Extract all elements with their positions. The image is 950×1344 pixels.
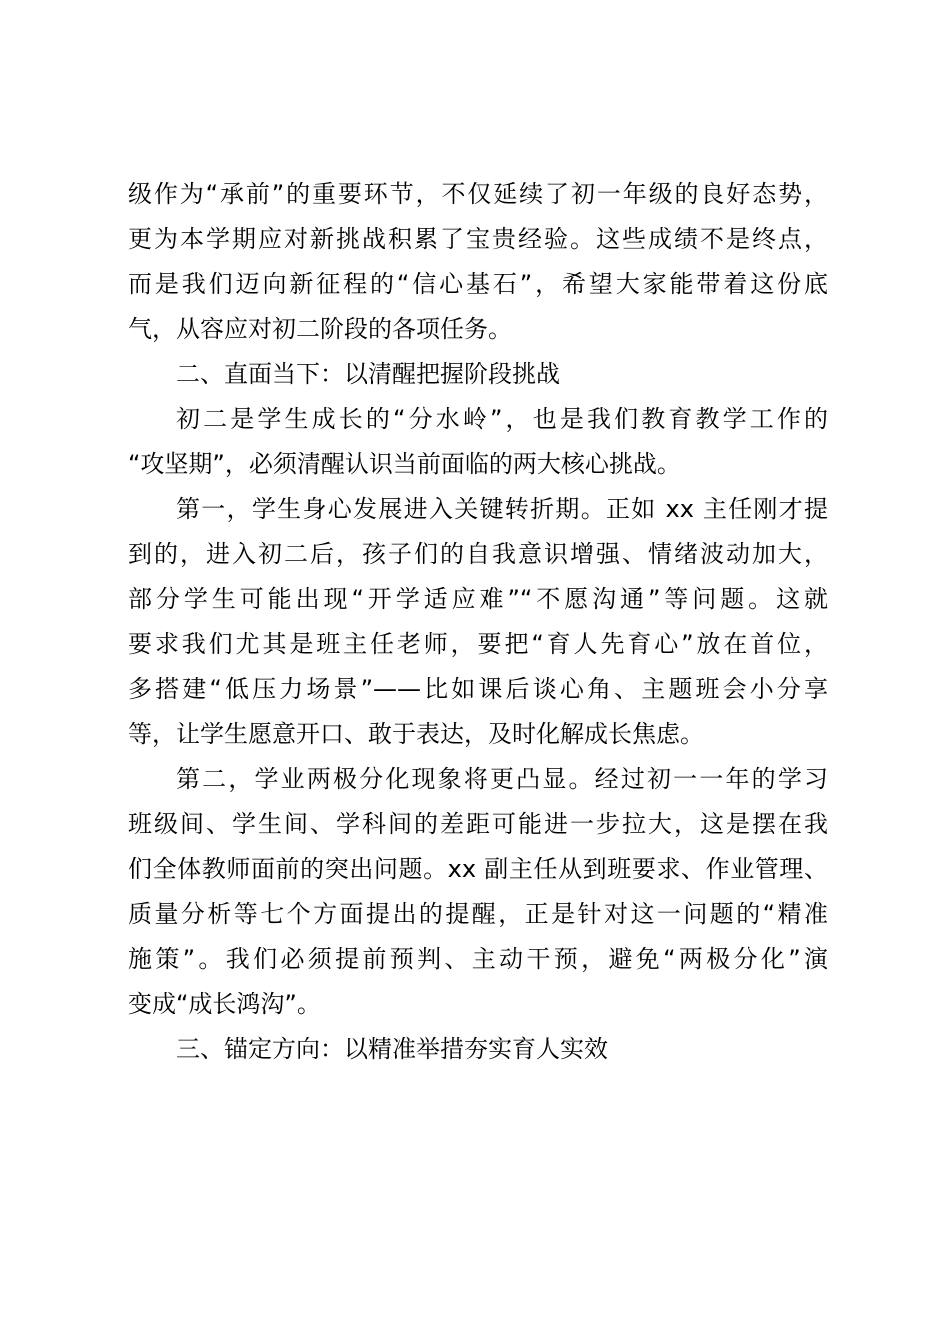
paragraph bbox=[128, 487, 828, 757]
heading-text: 三、锚定方向：以精准举措夯实育人实效 bbox=[176, 1035, 608, 1063]
text-line: 到的，进入初二后，孩子们的自我意识增强、情绪波动加大， bbox=[128, 540, 828, 568]
text-line: 第二，学业两极分化现象将更凸显。经过初一一年的学习 bbox=[176, 765, 828, 793]
text-line: “攻坚期”，必须清醒认识当前面临的两大核心挑战。 bbox=[128, 450, 681, 478]
paragraph bbox=[128, 757, 828, 1027]
text-line: 更为本学期应对新挑战积累了宝贵经验。这些成绩不是终点， bbox=[128, 225, 828, 253]
text-line: 多搭建“低压力场景”——比如课后谈心角、主题班会小分享 bbox=[128, 675, 828, 703]
text-line: 要求我们尤其是班主任老师，要把“育人先育心”放在首位， bbox=[128, 630, 828, 658]
section-heading bbox=[128, 1027, 828, 1072]
section-heading bbox=[128, 352, 828, 397]
paragraph bbox=[128, 397, 828, 487]
text-line: 施策”。我们必须提前预判、主动干预，避免“两极分化”演 bbox=[128, 945, 828, 973]
text-line: 部分学生可能出现“开学适应难”“不愿沟通”等问题。这就 bbox=[128, 585, 828, 613]
text-line: 质量分析等七个方面提出的提醒，正是针对这一问题的“精准 bbox=[128, 900, 828, 928]
text-line: 变成“成长鸿沟”。 bbox=[128, 990, 321, 1018]
paragraph bbox=[128, 172, 828, 352]
document-body bbox=[128, 172, 828, 1072]
text-line: 们全体教师面前的突出问题。xx 副主任从到班要求、作业管理、 bbox=[128, 855, 828, 883]
text-line: 初二是学生成长的“分水岭”，也是我们教育教学工作的 bbox=[176, 405, 828, 433]
text-line: 级作为“承前”的重要环节，不仅延续了初一年级的良好态势， bbox=[128, 180, 828, 208]
text-line: 而是我们迈向新征程的“信心基石”，希望大家能带着这份底 bbox=[128, 270, 828, 298]
text-line: 气，从容应对初二阶段的各项任务。 bbox=[128, 315, 512, 343]
text-line: 班级间、学生间、学科间的差距可能进一步拉大，这是摆在我 bbox=[128, 810, 828, 838]
heading-text: 二、直面当下：以清醒把握阶段挑战 bbox=[176, 360, 560, 388]
text-line: 等，让学生愿意开口、敢于表达，及时化解成长焦虑。 bbox=[128, 720, 704, 748]
text-line: 第一，学生身心发展进入关键转折期。正如 xx 主任刚才提 bbox=[176, 495, 828, 523]
